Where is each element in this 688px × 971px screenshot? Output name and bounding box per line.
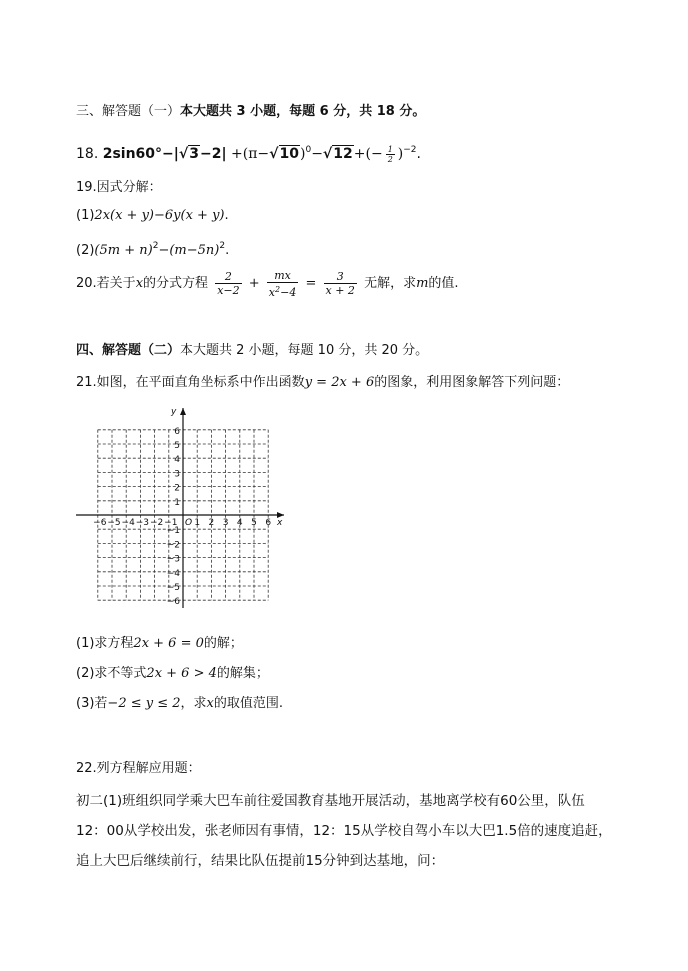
x-axis-label: x xyxy=(277,518,283,528)
q18-sqrt-3: √3 xyxy=(178,146,199,162)
x-tick-label: −4 xyxy=(121,518,135,528)
q19-p1-label: (1) xyxy=(76,208,95,223)
q18-pi-close: ) xyxy=(299,146,306,162)
q20-text-d: 的值. xyxy=(428,276,459,291)
question-18 xyxy=(76,140,421,164)
q21-p1-text-b: 的解； xyxy=(203,636,243,651)
q20-f3-den: x + 2 xyxy=(325,284,355,297)
q21-p2-text-b: 的解集； xyxy=(216,666,269,681)
q18-minus: − xyxy=(311,146,323,162)
q18-exp-0: 0 xyxy=(305,145,312,155)
x-tick-label: 5 xyxy=(251,518,257,528)
q18-frac-num: 1 xyxy=(387,144,393,154)
q20-f1-num: 2 xyxy=(224,270,232,283)
q21-part-3 xyxy=(76,694,283,714)
q21-function: y = 2x + 6 xyxy=(304,375,375,390)
q20-var-m: m xyxy=(416,276,429,291)
section-3-prefix: 三、解答题（一） xyxy=(76,104,181,119)
section-4-title: 本大题共 2 小题，每题 10 分，共 20 分。 xyxy=(180,343,429,358)
question-21 xyxy=(76,373,569,393)
q18-exp-neg2: −2 xyxy=(403,145,417,155)
q21-p2-text-a: (2)求不等式 xyxy=(76,666,147,681)
q18-neg-close: ) xyxy=(397,146,404,162)
q20-f2-den-exp: 2 xyxy=(275,284,281,294)
q21-p3-text-a: (3)若 xyxy=(76,696,108,711)
y-tick-label: −2 xyxy=(166,540,180,551)
q22-line-2: 12：00从学校出发，张老师因有事情，12：15从学校自驾小车以大巴1.5倍的速度追赶， xyxy=(76,823,612,839)
x-tick-label: 4 xyxy=(236,518,243,528)
q18-sqrt-12-radicand: 12 xyxy=(333,146,353,162)
q20-f3-num: 3 xyxy=(336,270,344,283)
q19-p2-end: . xyxy=(225,243,230,258)
y-axis-arrow-icon xyxy=(180,408,186,415)
x-tick-label: 3 xyxy=(222,518,229,528)
y-tick-label: 3 xyxy=(174,469,180,480)
q18-fraction-half xyxy=(386,145,395,164)
x-tick-label: 2 xyxy=(208,518,215,528)
q18-neg-open: +(− xyxy=(353,146,383,162)
q19-p2-term-a: (5m + n) xyxy=(94,243,153,258)
q20-f2-den-base: x xyxy=(268,285,276,299)
q21-part-2 xyxy=(76,664,269,684)
q19-part-2 xyxy=(76,236,229,261)
section-4-prefix: 四、解答题（二） xyxy=(76,343,181,358)
y-tick-label: −4 xyxy=(166,568,180,579)
origin-label: O xyxy=(185,518,193,528)
q19-head: 19.因式分解： xyxy=(76,180,162,195)
x-tick-label: −6 xyxy=(93,518,107,528)
q20-plus: + xyxy=(248,276,260,291)
q18-sqrt-3-radicand: 3 xyxy=(189,146,199,162)
q20-var-x: x xyxy=(135,276,144,291)
q20-fraction-1 xyxy=(215,270,241,297)
q21-p3-text-c: 的取值范围. xyxy=(213,696,284,711)
q22-line-1: 初二(1)班组织同学乘大巴车前往爱国教育基地开展活动，基地离学校有60公里，队伍 xyxy=(76,793,585,809)
q20-text-a: 20.若关于 xyxy=(76,276,136,291)
q20-text-b: 的分式方程 xyxy=(143,276,209,291)
q20-f1-den: x−2 xyxy=(217,284,240,297)
q19-p2-exp-b: 2 xyxy=(219,241,226,251)
q20-fraction-2 xyxy=(267,269,299,299)
q21-p3-range: −2 ≤ y ≤ 2 xyxy=(107,696,181,711)
q18-pi-open: +(π− xyxy=(231,146,270,162)
x-tick-label: −3 xyxy=(135,518,150,528)
y-tick-label: 5 xyxy=(174,441,180,451)
x-tick-label: −1 xyxy=(164,518,178,528)
q22-line-3: 追上大巴后继续前行，结果比队伍提前15分钟到达基地，问： xyxy=(76,853,445,869)
q19-p2-exp-a: 2 xyxy=(152,241,159,251)
q20-f2-den xyxy=(267,282,299,299)
q19-p2-term-b: −(m−5n) xyxy=(158,243,220,258)
q18-sqrt-10: √10 xyxy=(269,146,299,162)
y-tick-label: 2 xyxy=(174,483,180,494)
q21-p1-text-a: (1)求方程 xyxy=(76,636,134,651)
q21-text-b: 的图象，利用图象解答下列问题： xyxy=(374,375,570,390)
q18-sqrt-12: √12 xyxy=(322,146,353,162)
x-tick-label: 1 xyxy=(194,518,201,528)
y-tick-label: 1 xyxy=(174,497,180,508)
q21-text-a: 21.如图，在平面直角坐标系中作出函数 xyxy=(76,375,305,390)
q18-abs-close: −2| xyxy=(199,146,227,162)
q20-equals: = xyxy=(305,276,317,291)
q19-p1-end: . xyxy=(224,208,229,223)
q21-part-1 xyxy=(76,634,243,654)
q18-sqrt-10-radicand: 10 xyxy=(279,146,299,162)
x-tick-label: −5 xyxy=(107,518,121,528)
section-3-header xyxy=(76,102,425,122)
y-tick-label: −6 xyxy=(166,597,180,608)
coordinate-grid xyxy=(70,402,296,614)
q19-p1-expression: 2x(x + y)−6y(x + y) xyxy=(94,208,225,223)
question-20 xyxy=(76,266,459,302)
q18-number: 18. xyxy=(76,146,99,162)
q18-term-sin: 2sin60° xyxy=(102,146,163,162)
y-tick-label: 6 xyxy=(174,426,180,437)
q18-abs-open: −| xyxy=(162,146,179,162)
x-tick-label: 6 xyxy=(265,518,272,528)
y-tick-label: −1 xyxy=(166,526,180,537)
y-axis-label: y xyxy=(171,407,177,417)
y-tick-label: 4 xyxy=(174,455,180,466)
y-tick-label: −5 xyxy=(166,583,180,593)
x-tick-label: −2 xyxy=(149,518,164,528)
q20-fraction-3 xyxy=(324,270,357,297)
q21-p2-inequality: 2x + 6 > 4 xyxy=(146,666,217,681)
y-tick-label: −3 xyxy=(166,554,180,565)
section-4-header xyxy=(76,341,428,361)
q22-head: 22.列方程解应用题： xyxy=(76,761,201,776)
q19-p2-label: (2) xyxy=(76,243,95,258)
section-3-title: 本大题共 3 小题，每题 6 分，共 18 分。 xyxy=(180,104,426,119)
q21-p3-var-x: x xyxy=(206,696,214,711)
q20-f2-den-rest: −4 xyxy=(280,285,297,299)
q18-frac-den: 2 xyxy=(387,154,393,164)
q20-f2-num: mx xyxy=(274,268,291,282)
q19-part-1 xyxy=(76,206,229,226)
q21-p1-equation: 2x + 6 = 0 xyxy=(133,636,204,651)
q20-text-c: 无解，求 xyxy=(364,276,417,291)
q18-end: . xyxy=(416,146,421,162)
q21-p3-text-b: ，求 xyxy=(180,696,207,711)
